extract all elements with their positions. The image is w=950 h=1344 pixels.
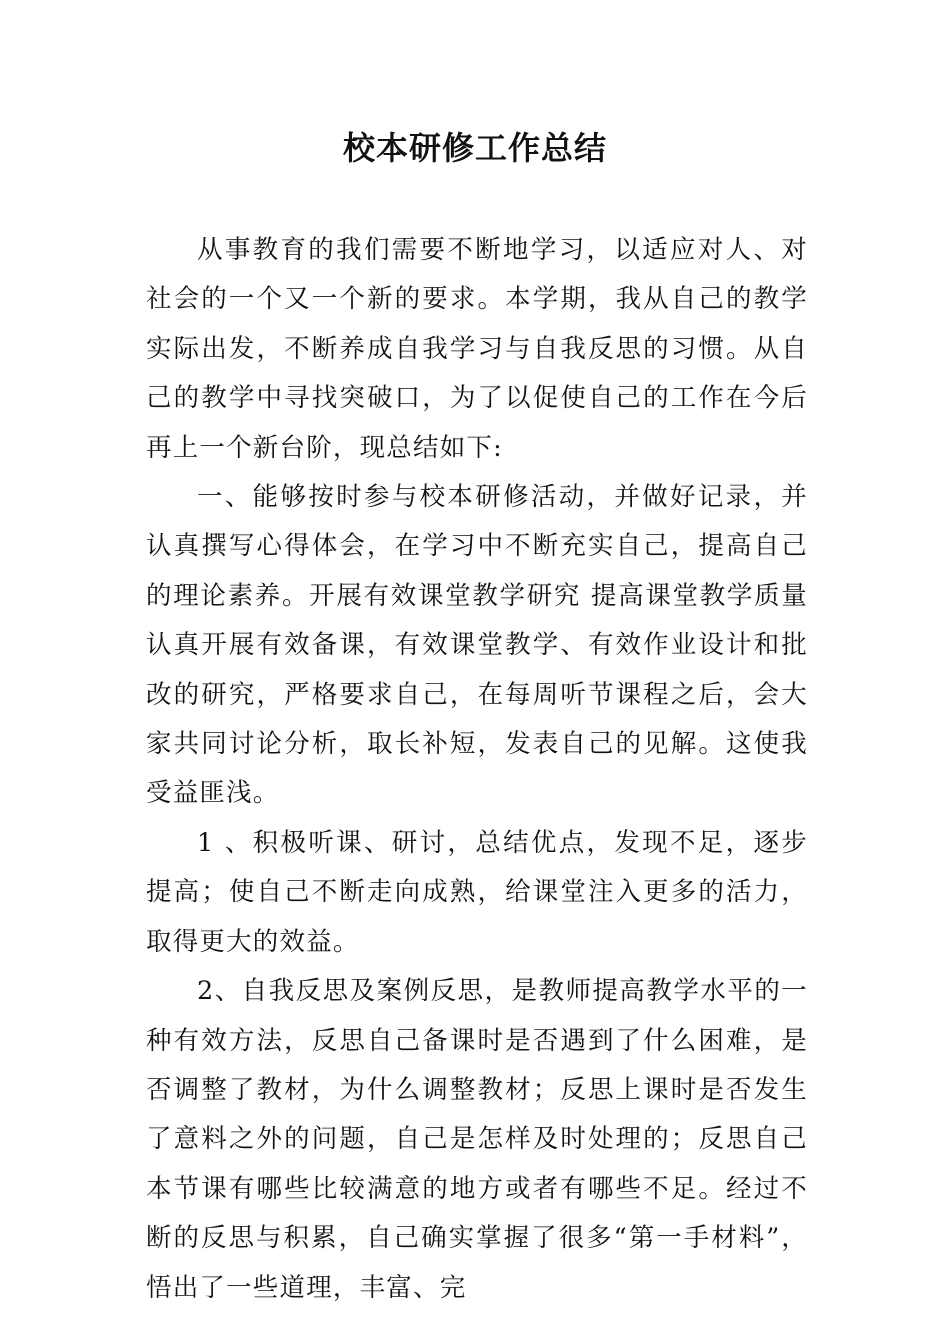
- paragraph-item-2: 2、自我反思及案例反思，是教师提高教学水平的一种有效方法，反思自己备课时是否遇到了什么困难，是否调整了教材，为什么调整教材；反思上课时是否发生了意料之外的问题，自己是怎样及时处理的；反思自己本节课有哪些比较满意的地方或者有哪些不足。经过不断的反思与积累，自己确实掌握了很多“第一手材料”，悟出了一些道理，丰富、完: [146, 976, 808, 1303]
- paragraph-item-1: 1 、积极听课、研讨，总结优点，发现不足，逐步提高；使自己不断走向成熟，给课堂注入更多的活力，取得更大的效益。: [146, 827, 808, 957]
- paragraph-intro: 从事教育的我们需要不断地学习，以适应对人、对社会的一个又一个新的要求。本学期，我从自己的教学实际出发，不断养成自我学习与自我反思的习惯。从自己的教学中寻找突破口，为了以促使自己的工作在今后再上一个新台阶，现总结如下:: [146, 235, 808, 463]
- paragraph-section-one: 一、能够按时参与校本研修活动，并做好记录，并认真撰写心得体会，在学习中不断充实自己，提高自己的理论素养。开展有效课堂教学研究 提高课堂教学质量认真开展有效备课，有效课堂教学、有效作业设计和批改的研究，严格要求自己，在每周听节课程之后，会大家共同讨论分析，取长补短，发表自己的见解。这使我受益匪浅。: [146, 482, 808, 809]
- document-body: [146, 226, 808, 1313]
- document-title: 校本研修工作总结: [342, 129, 607, 167]
